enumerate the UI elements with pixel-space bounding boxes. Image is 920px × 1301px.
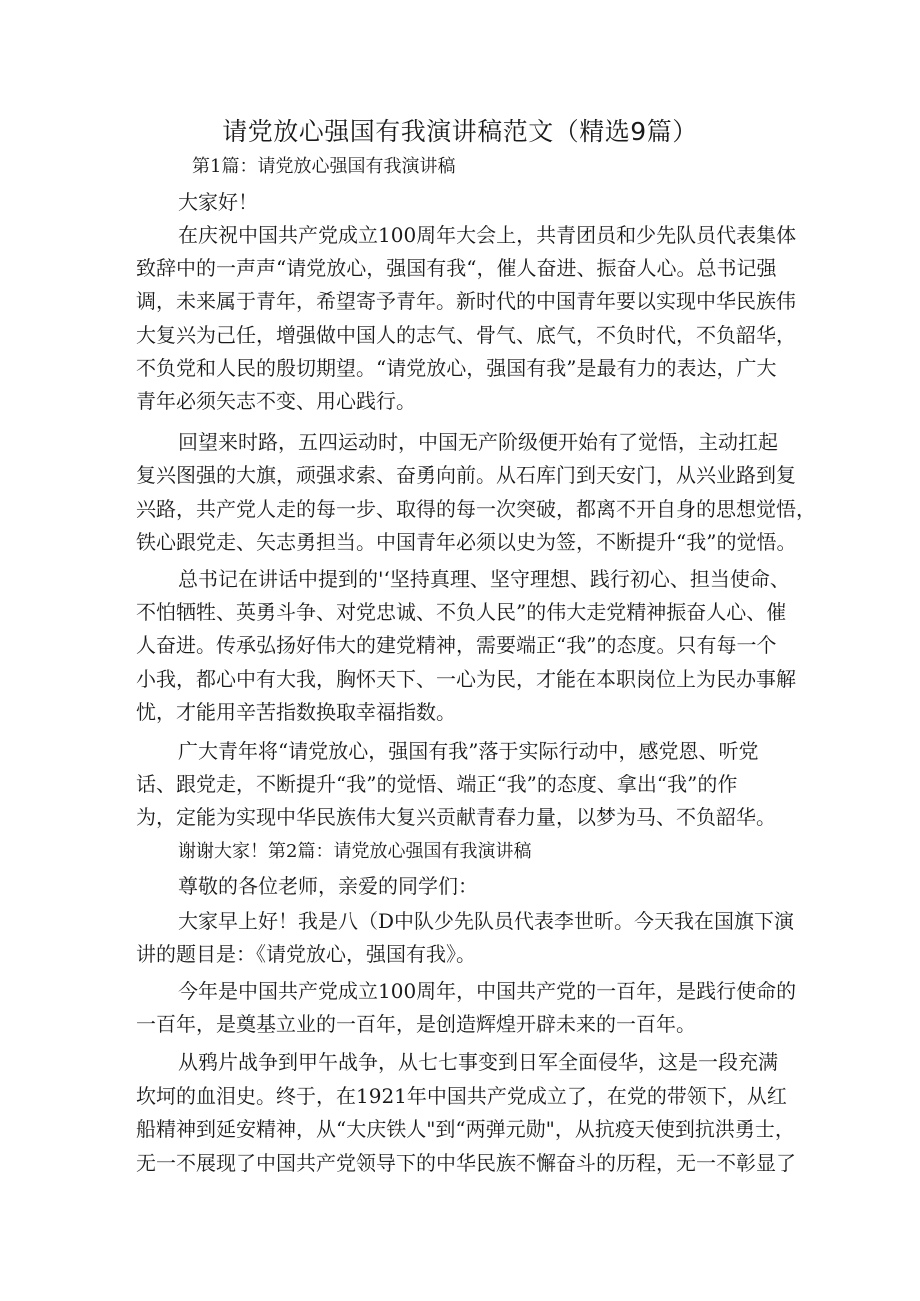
paragraph-line: 一百年，是奠基立业的一百年，是创造辉煌开辟未来的一百年。	[136, 1012, 696, 1036]
paragraph-line: 人奋进。传承弘扬好伟大的建党精神，需要端正“我”的态度。只有每一个	[136, 633, 777, 657]
section-heading-2: 谢谢大家！第2篇：请党放心强国有我演讲稿	[178, 841, 532, 862]
paragraph-line: 话、跟党走，不断提升“我”的觉悟、端正“我”的态度、拿出“我”的作	[136, 772, 738, 796]
paragraph-line: 广大青年将“请党放心，强国有我”落于实际行动中，感党恩、听党	[178, 739, 759, 763]
paragraph-line: 致辞中的一声声“请党放心，强国有我“，催人奋进、振奋人心。总书记强	[136, 256, 777, 280]
paragraph-line: 在庆祝中国共产党成立100周年大会上，共青团员和少先队员代表集体	[178, 223, 797, 247]
paragraph-line: 兴路，共产党人走的每一步、取得的每一次突破，都离不开自身的思想觉悟，	[136, 497, 816, 521]
paragraph-line: 大家早上好！我是八（D中队少先队员代表李世昕。今天我在国旗下演	[178, 909, 795, 933]
document-title: 请党放心强国有我演讲稿范文（精选9篇）	[222, 117, 698, 146]
paragraph-line: 从鸦片战争到甲午战争，从七七事变到日军全面侵华，这是一段充满	[178, 1050, 778, 1074]
paragraph-line: 总书记在讲话中提到的'‘坚持真理、坚守理想、践行初心、担当使命、	[178, 567, 790, 591]
paragraph-line: 今年是中国共产党成立100周年，中国共产党的一百年，是践行使命的	[178, 979, 797, 1003]
paragraph-line: 复兴图强的大旗，顽强求索、奋勇向前。从石库门到天安门，从兴业路到复	[136, 463, 796, 487]
paragraph-line: 青年必须矢志不变、用心践行。	[136, 389, 416, 413]
paragraph-line: 尊敬的各位老师，亲爱的同学们：	[178, 874, 478, 898]
paragraph-line: 讲的题目是：《请党放心，强国有我》。	[136, 942, 476, 966]
paragraph-line: 铁心跟党走、矢志勇担当。中国青年必须以史为签，不断提升“我”的觉悟。	[136, 530, 797, 554]
paragraph-line: 调，未来属于青年，希望寄予青年。新时代的中国青年要以实现中华民族伟	[136, 289, 796, 313]
paragraph-line: 小我，都心中有大我，胸怀天下、一心为民，才能在本职岗位上为民办事解	[136, 667, 796, 691]
paragraph-line: 坎坷的血泪史。终于，在1921年中国共产党成立了，在党的带领下，从红	[136, 1084, 787, 1108]
paragraph-line: 不怕牺牲、英勇斗争、对党忠诚、不负人民”的伟大走党精神振奋人心、催	[136, 600, 787, 624]
paragraph-line: 无一不展现了中国共产党领导下的中华民族不懈奋斗的历程，无一不彰显了	[136, 1151, 796, 1175]
paragraph-line: 为，定能为实现中华民族伟大复兴贡献青春力量，以梦为马、不负韶华。	[136, 805, 776, 829]
paragraph-line: 忧，才能用辛苦指数换取幸福指数。	[136, 700, 456, 724]
paragraph-line: 不负党和人民的殷切期望。“请党放心，强国有我”是最有力的表达，广大	[136, 356, 777, 380]
section-heading-1: 第1篇：请党放心强国有我演讲稿	[192, 156, 456, 177]
paragraph-line: 船精神到延安精神，从“大庆铁人"到“两弹元勋"，从抗疫天使到抗洪勇士，	[136, 1117, 795, 1141]
paragraph-line: 大复兴为己任，增强做中国人的志气、骨气、底气，不负时代，不负韶华，	[136, 323, 796, 347]
paragraph-line: 回望来时路，五四运动时，中国无产阶级便开始有了觉悟，主动扛起	[178, 430, 778, 454]
paragraph-line: 大家好！	[178, 190, 258, 214]
